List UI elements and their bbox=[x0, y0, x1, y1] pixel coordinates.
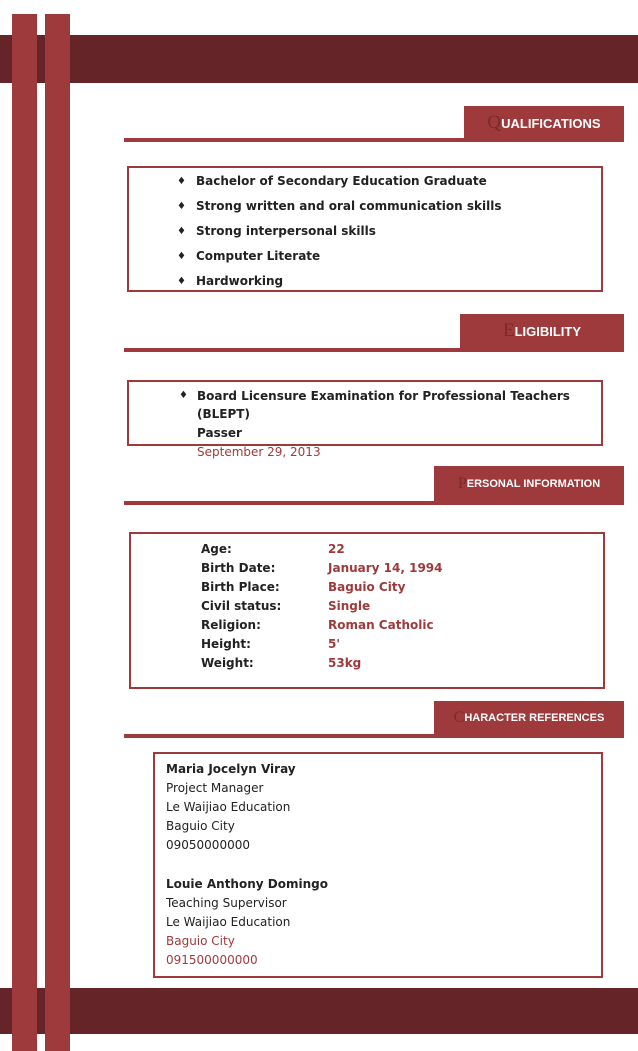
info-row-height: Height: 5' bbox=[201, 637, 341, 651]
eligibility-title-cont: Passer bbox=[197, 426, 242, 440]
qualifications-header-initial: Q bbox=[487, 112, 502, 133]
reference-company: Le Waijiao Education bbox=[166, 800, 291, 814]
eligibility-item bbox=[179, 387, 587, 461]
reference-phone: 091500000000 bbox=[166, 953, 258, 967]
qualifications-header bbox=[464, 106, 624, 140]
list-item: ♦ Hardworking bbox=[177, 269, 501, 294]
references-header bbox=[434, 701, 624, 734]
reference-2 bbox=[166, 875, 328, 970]
reference-phone: 09050000000 bbox=[166, 838, 250, 852]
personal-info-header bbox=[434, 466, 624, 501]
eligibility-rule bbox=[124, 348, 624, 352]
qualifications-header-text: UALIFICATIONS bbox=[501, 115, 601, 131]
info-row-civil-status: Civil status: Single bbox=[201, 599, 371, 613]
references-header-text: HARACTER REFERENCES bbox=[464, 711, 605, 724]
qualifications-box bbox=[127, 166, 603, 292]
left-stripe-outer bbox=[12, 14, 37, 1051]
reference-name: Maria Jocelyn Viray bbox=[166, 762, 296, 776]
references-box bbox=[153, 752, 603, 978]
personal-info-header-initial: P bbox=[457, 474, 467, 492]
qualifications-list bbox=[177, 169, 501, 294]
personal-info-rule bbox=[124, 501, 624, 505]
eligibility-header bbox=[460, 314, 624, 348]
left-stripe-inner bbox=[45, 14, 70, 1051]
personal-info-box bbox=[129, 532, 605, 689]
reference-position: Project Manager bbox=[166, 781, 264, 795]
reference-1 bbox=[166, 760, 296, 855]
info-row-weight: Weight: 53kg bbox=[201, 656, 362, 670]
personal-info-header-text: ERSONAL INFORMATION bbox=[466, 477, 601, 490]
bottom-band bbox=[0, 988, 638, 1034]
reference-name: Louie Anthony Domingo bbox=[166, 877, 328, 891]
diamond-bullet-icon: ♦ bbox=[177, 201, 186, 212]
personal-info-table bbox=[201, 540, 561, 673]
reference-city: Baguio City bbox=[166, 819, 235, 833]
list-item: ♦ Strong interpersonal skills bbox=[177, 219, 501, 244]
top-band bbox=[0, 35, 638, 83]
eligibility-date: September 29, 2013 bbox=[197, 445, 321, 459]
info-row-age: Age: 22 bbox=[201, 542, 345, 556]
eligibility-header-text: LIGIBILITY bbox=[514, 323, 582, 339]
references-header-initial: C bbox=[453, 708, 465, 726]
qualifications-rule bbox=[124, 138, 624, 142]
info-row-religion: Religion: Roman Catholic bbox=[201, 618, 434, 632]
diamond-bullet-icon: ♦ bbox=[177, 276, 186, 287]
list-item: ♦ Strong written and oral communication skills bbox=[177, 194, 501, 219]
eligibility-box bbox=[127, 380, 603, 459]
reference-city: Baguio City bbox=[166, 934, 235, 948]
diamond-bullet-icon: ♦ bbox=[177, 251, 186, 262]
eligibility-title: Board Licensure Examination for Professional Teachers (BLEPT) bbox=[197, 389, 570, 421]
diamond-bullet-icon: ♦ bbox=[177, 176, 186, 187]
list-item: ♦ Bachelor of Secondary Education Graduate bbox=[177, 169, 501, 194]
references-rule bbox=[124, 734, 624, 738]
diamond-bullet-icon: ♦ bbox=[177, 226, 186, 237]
info-row-birth-place: Birth Place: Baguio City bbox=[201, 580, 406, 594]
reference-company: Le Waijiao Education bbox=[166, 915, 291, 929]
info-row-birth-date: Birth Date: January 14, 1994 bbox=[201, 561, 443, 575]
reference-position: Teaching Supervisor bbox=[166, 896, 287, 910]
diamond-bullet-icon: ♦ bbox=[179, 390, 188, 401]
list-item: ♦ Computer Literate bbox=[177, 244, 501, 269]
eligibility-header-initial: E bbox=[502, 320, 515, 341]
